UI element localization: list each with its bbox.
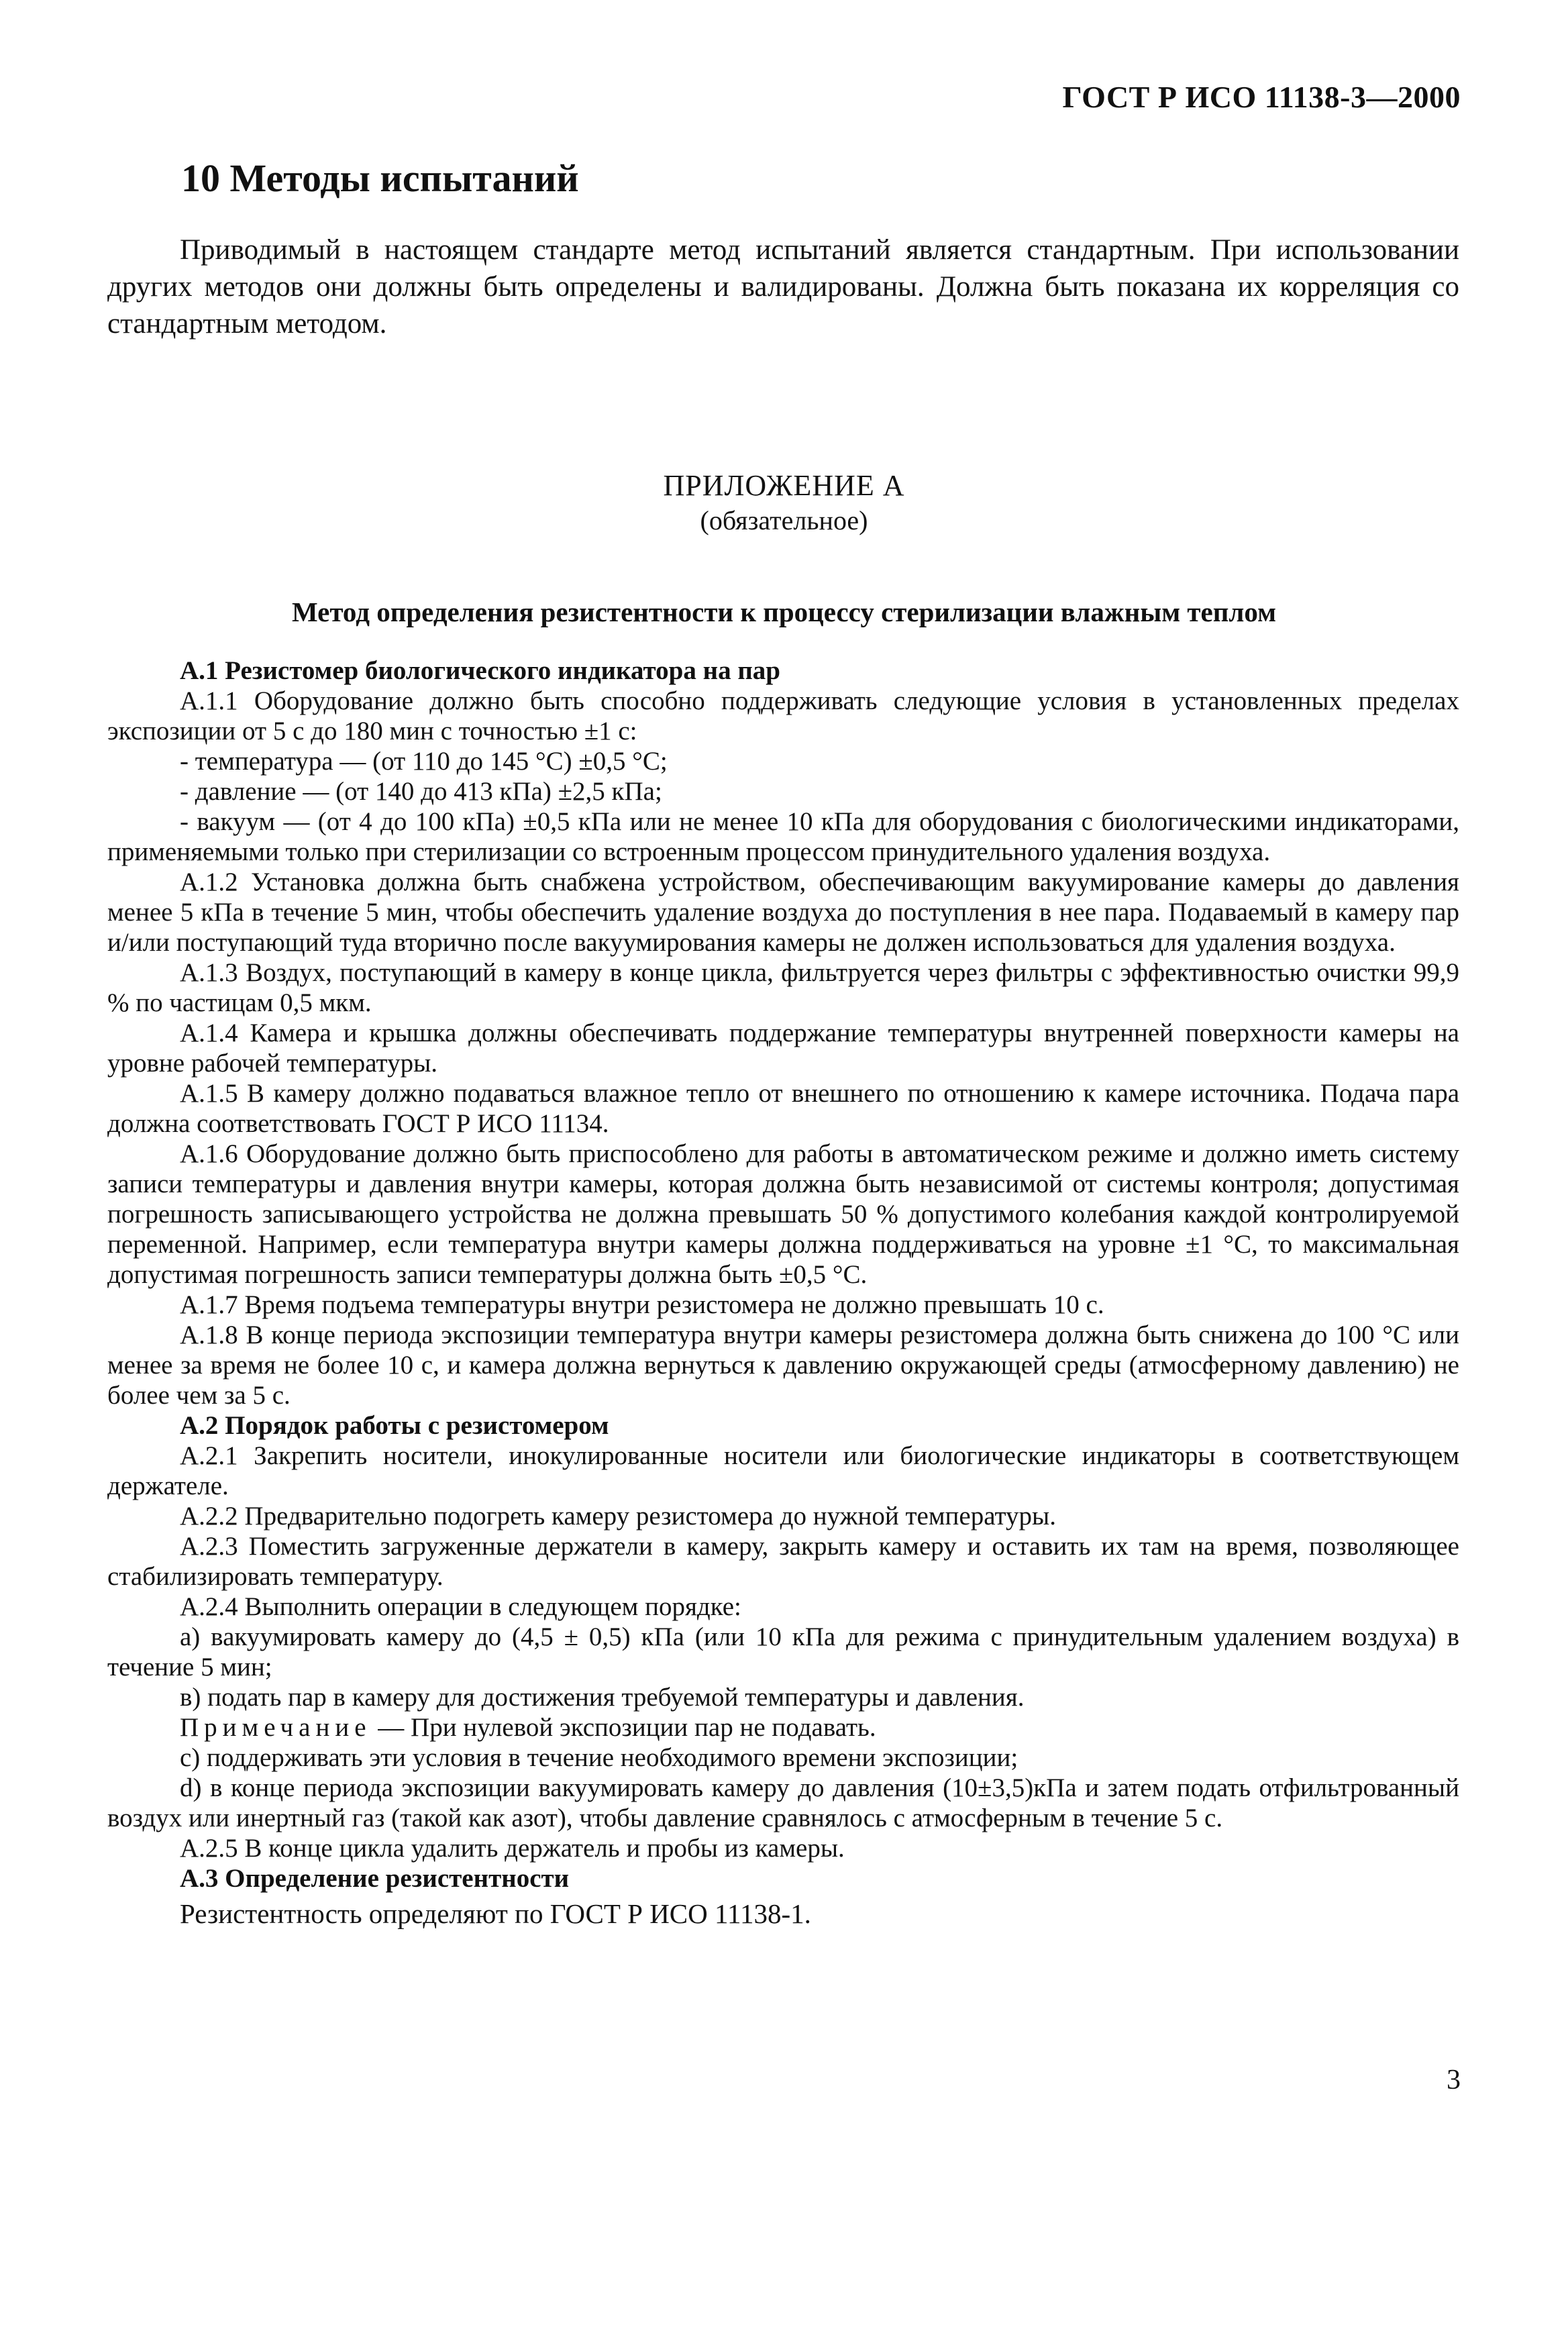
document-id: ГОСТ Р ИСО 11138-3—2000 bbox=[1062, 80, 1461, 114]
paragraph-a2-2: А.2.2 Предварительно подогреть камеру резистомера до нужной температуры. bbox=[180, 1502, 1056, 1531]
annex-status: (обязательное) bbox=[700, 505, 868, 535]
paragraph-a2-5: А.2.5 В конце цикла удалить держатель и пробы из камеры. bbox=[180, 1834, 845, 1863]
paragraph-a1-1: А.1.1 Оборудование должно быть способно поддерживать следующие условия в установленных пределах экспозиции от 5 с до 180 мин с точностью ±1 с: bbox=[107, 686, 1459, 745]
subsection-heading-a3: А.3 Определение резистентности bbox=[180, 1864, 570, 1893]
paragraph-a1-6: А.1.6 Оборудование должно быть приспособлено для работы в автоматическом режиме и должно иметь систему записи температуры и давления внутри камеры, которая должна быть независимой от системы контроля; допустимая погрешность записывающего устройства не должна превышать 50 % допустимого колебания каждой контролируемой переменной. Например, если температура внутри камеры должна поддерживаться на уровне ±1 °С, то максимальная допустимая погрешность записи температуры должна быть ±0,5 °С. bbox=[107, 1139, 1459, 1289]
bullet-pressure: - давление — (от 140 до 413 кПа) ±2,5 кПа; bbox=[180, 777, 662, 806]
paragraph-a1-8: А.1.8 В конце периода экспозиции температура внутри камеры резистомера должна быть снижена до 100 °С или менее за время не более 10 с, и камера должна вернуться к давлению окружающей среды (атмосферному давлению) не более чем за 5 с. bbox=[107, 1320, 1459, 1410]
paragraph-a2-4: А.2.4 Выполнить операции в следующем порядке: bbox=[180, 1592, 741, 1621]
paragraph-a2-1: А.2.1 Закрепить носители, инокулированные носители или биологические индикаторы в соответствующем держателе. bbox=[107, 1441, 1459, 1500]
step-d: d) в конце периода экспозиции вакуумировать камеру до давления (10±3,5)кПа и затем подать отфильтрованный воздух или инертный газ (такой как азот), чтобы давление сравнялось с атмосферным в течение 5 с. bbox=[107, 1773, 1459, 1832]
page-number: 3 bbox=[1447, 2065, 1461, 2095]
paragraph-a2-3: А.2.3 Поместить загруженные держатели в камеру, закрыть камеру и оставить их там на время, позволяющее стабилизировать температуру. bbox=[107, 1532, 1459, 1591]
step-c: с) поддерживать эти условия в течение необходимого времени экспозиции; bbox=[180, 1743, 1018, 1772]
note-label: Примечание bbox=[180, 1713, 372, 1742]
paragraph-a3-1: Резистентность определяют по ГОСТ Р ИСО 11138-1. bbox=[180, 1898, 811, 1929]
step-b: в) подать пар в камеру для достижения требуемой температуры и давления. bbox=[180, 1683, 1025, 1712]
paragraph-a1-7: А.1.7 Время подъема температуры внутри резистомера не должно превышать 10 с. bbox=[180, 1290, 1104, 1319]
paragraph-a1-3: А.1.3 Воздух, поступающий в камеру в конце цикла, фильтруется через фильтры с эффективностью очистки 99,9 % по частицам 0,5 мкм. bbox=[107, 958, 1459, 1017]
note bbox=[180, 1712, 1459, 1743]
note-text: — При нулевой экспозиции пар не подавать. bbox=[371, 1713, 876, 1742]
step-a: а) вакуумировать камеру до (4,5 ± 0,5) кПа (или 10 кПа для режима с принудительным удалением воздуха) в течение 5 мин; bbox=[107, 1622, 1459, 1681]
annex-title: ПРИЛОЖЕНИЕ А bbox=[663, 469, 905, 502]
bullet-temperature: - температура — (от 110 до 145 °С) ±0,5 °С; bbox=[180, 747, 668, 776]
paragraph-a1-4: А.1.4 Камера и крышка должны обеспечивать поддержание температуры внутренней поверхности камеры на уровне рабочей температуры. bbox=[107, 1019, 1459, 1078]
paragraph-a1-5: А.1.5 В камеру должно подаваться влажное тепло от внешнего по отношению к камере источника. Подача пара должна соответствовать ГОСТ Р ИСО 11134. bbox=[107, 1079, 1459, 1138]
paragraph-a1-2: А.1.2 Установка должна быть снабжена устройством, обеспечивающим вакуумирование камеры до давления менее 5 кПа в течение 5 мин, чтобы обеспечить удаление воздуха до поступления в нее пара. Подаваемый в камеру пар и/или поступающий туда вторично после вакуумирования камеры не должен использоваться для удаления воздуха. bbox=[107, 868, 1459, 957]
bullet-vacuum: - вакуум — (от 4 до 100 кПа) ±0,5 кПа или не менее 10 кПа для оборудования с биологическими индикаторами, применяемыми только при стерилизации со встроенным процессом принудительного удаления воздуха. bbox=[107, 807, 1459, 866]
method-title: Метод определения резистентности к процессу стерилизации влажным теплом bbox=[291, 597, 1277, 627]
subsection-heading-a2: А.2 Порядок работы с резистомером bbox=[180, 1411, 609, 1440]
annex-body bbox=[107, 656, 1459, 1931]
subsection-heading-a1: А.1 Резистомер биологического индикатора на пар bbox=[180, 656, 780, 685]
section-title: 10 Методы испытаний bbox=[181, 156, 579, 200]
section-intro-paragraph: Приводимый в настоящем стандарте метод испытаний является стандартным. При использовании других методов они должны быть определены и валидированы. Должна быть показана их корреляция со стандартным методом. bbox=[107, 234, 1459, 340]
